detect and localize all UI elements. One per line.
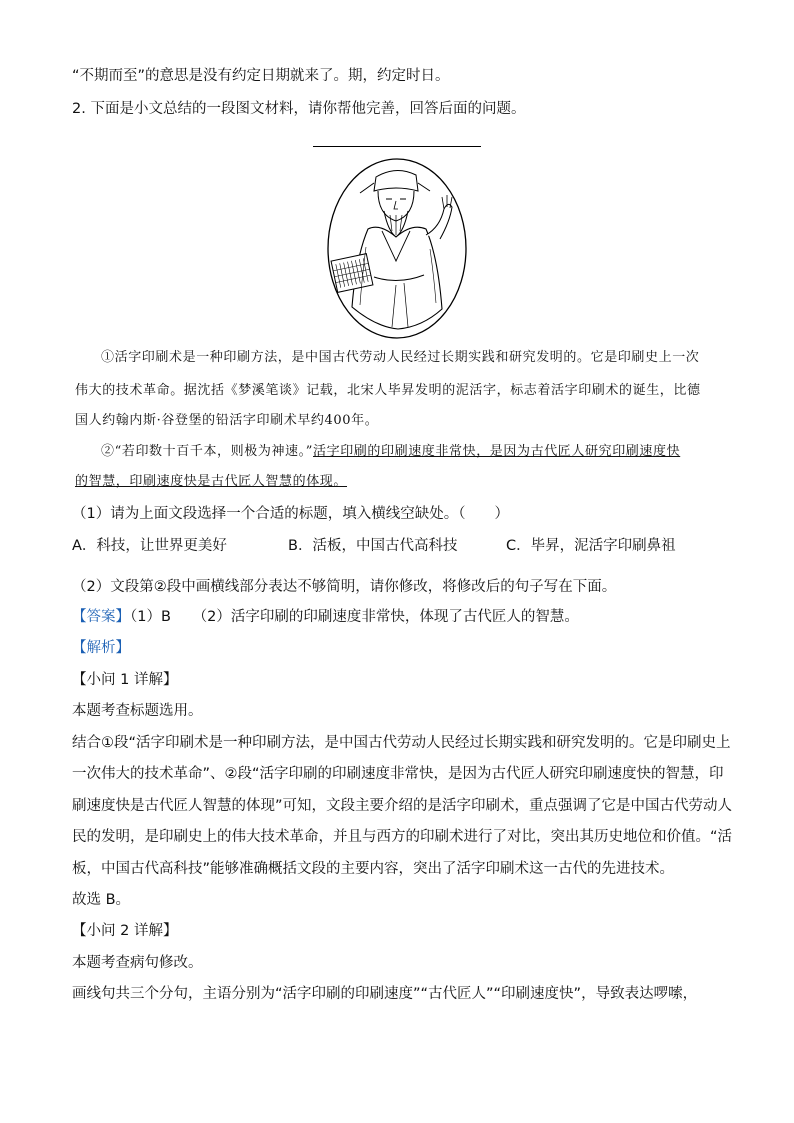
passage-para2-underlined-part1: 活字印刷的印刷速度非常快，是因为古代匠人研究印刷速度快 [313,444,681,459]
intro-line: “不期而至”的意思是没有约定日期就来了。期，约定时日。 [72,68,450,84]
passage-para1-line1: ①活字印刷术是一种印刷方法，是中国古代劳动人民经过长期实践和研究发明的。它是印刷史上一次 [101,350,700,365]
detail-2-line1: 本题考查病句修改。 [72,955,203,971]
passage-para2-quote: ②“若印数十百千本，则极为神速。” [101,444,313,459]
passage-para2-underlined-part2: 的智慧，印刷速度快是古代匠人智慧的体现。 [75,474,348,489]
answer-text: （1）B （2）活字印刷的印刷速度非常快，体现了古代匠人的智慧。 [130,609,579,625]
detail-2-heading: 【小问 2 详解】 [72,923,178,939]
detail-1-line4: 刷速度快是古代匠人智慧的体现”可知，文段主要介绍的是活字印刷术，重点强调了它是中国古代劳动人 [72,798,733,814]
detail-1-heading: 【小问 1 详解】 [72,672,178,688]
option-a: A．科技，让世界更美好 [72,538,227,554]
detail-1-line1: 本题考查标题选用。 [72,703,203,719]
passage-para2-line1 [101,442,680,462]
analysis-label: 【解析】 [72,640,130,656]
detail-2-line2: 画线句共三个分句，主语分别为“活字印刷的印刷速度”“古代匠人”“印刷速度快”，导致表达啰嗦， [72,986,698,1002]
sub-question-1: （1）请为上面文段选择一个合适的标题，填入横线空缺处。（ ） [72,506,509,522]
passage-para1-line2: 伟大的技术革命。据沈括《梦溪笔谈》记载，北宋人毕昇发明的泥活字，标志着活字印刷术的诞生，比德 [75,383,701,398]
sub-question-2: （2）文段第②段中画横线部分表达不够简明，请你修改，将修改后的句子写在下面。 [72,579,617,595]
detail-1-line6: 板，中国古代高科技”能够准确概括文段的主要内容，突出了活字印刷术这一古代的先进技术。 [72,861,675,877]
answer-line [72,607,579,627]
passage-para1-line3: 国人约翰内斯·谷登堡的铅活字印刷术早约400年。 [75,413,379,428]
option-b: B．活板，中国古代高科技 [288,538,458,554]
detail-1-line2: 结合①段“活字印刷术是一种印刷方法，是中国古代劳动人民经过长期实践和研究发明的。它是印刷史上 [72,735,731,751]
detail-1-line3: 一次伟大的技术革命”、②段“活字印刷的印刷速度非常快，是因为古代匠人研究印刷速度快的智慧，印 [72,766,724,782]
detail-1-line7: 故选 B。 [72,892,131,908]
passage-para2-line2 [75,472,347,492]
question-2-prompt: 2. 下面是小文总结的一段图文材料，请你帮他完善，回答后面的问题。 [72,101,526,117]
bi-sheng-portrait [326,157,468,340]
detail-1-line5: 民的发明，是印刷史上的伟大技术革命，并且与西方的印刷术进行了对比，突出其历史地位和价值。“活 [72,829,733,845]
option-c: C．毕昇，泥活字印刷鼻祖 [506,538,676,554]
answer-label: 【答案】 [72,609,130,625]
title-blank-line [313,146,481,147]
